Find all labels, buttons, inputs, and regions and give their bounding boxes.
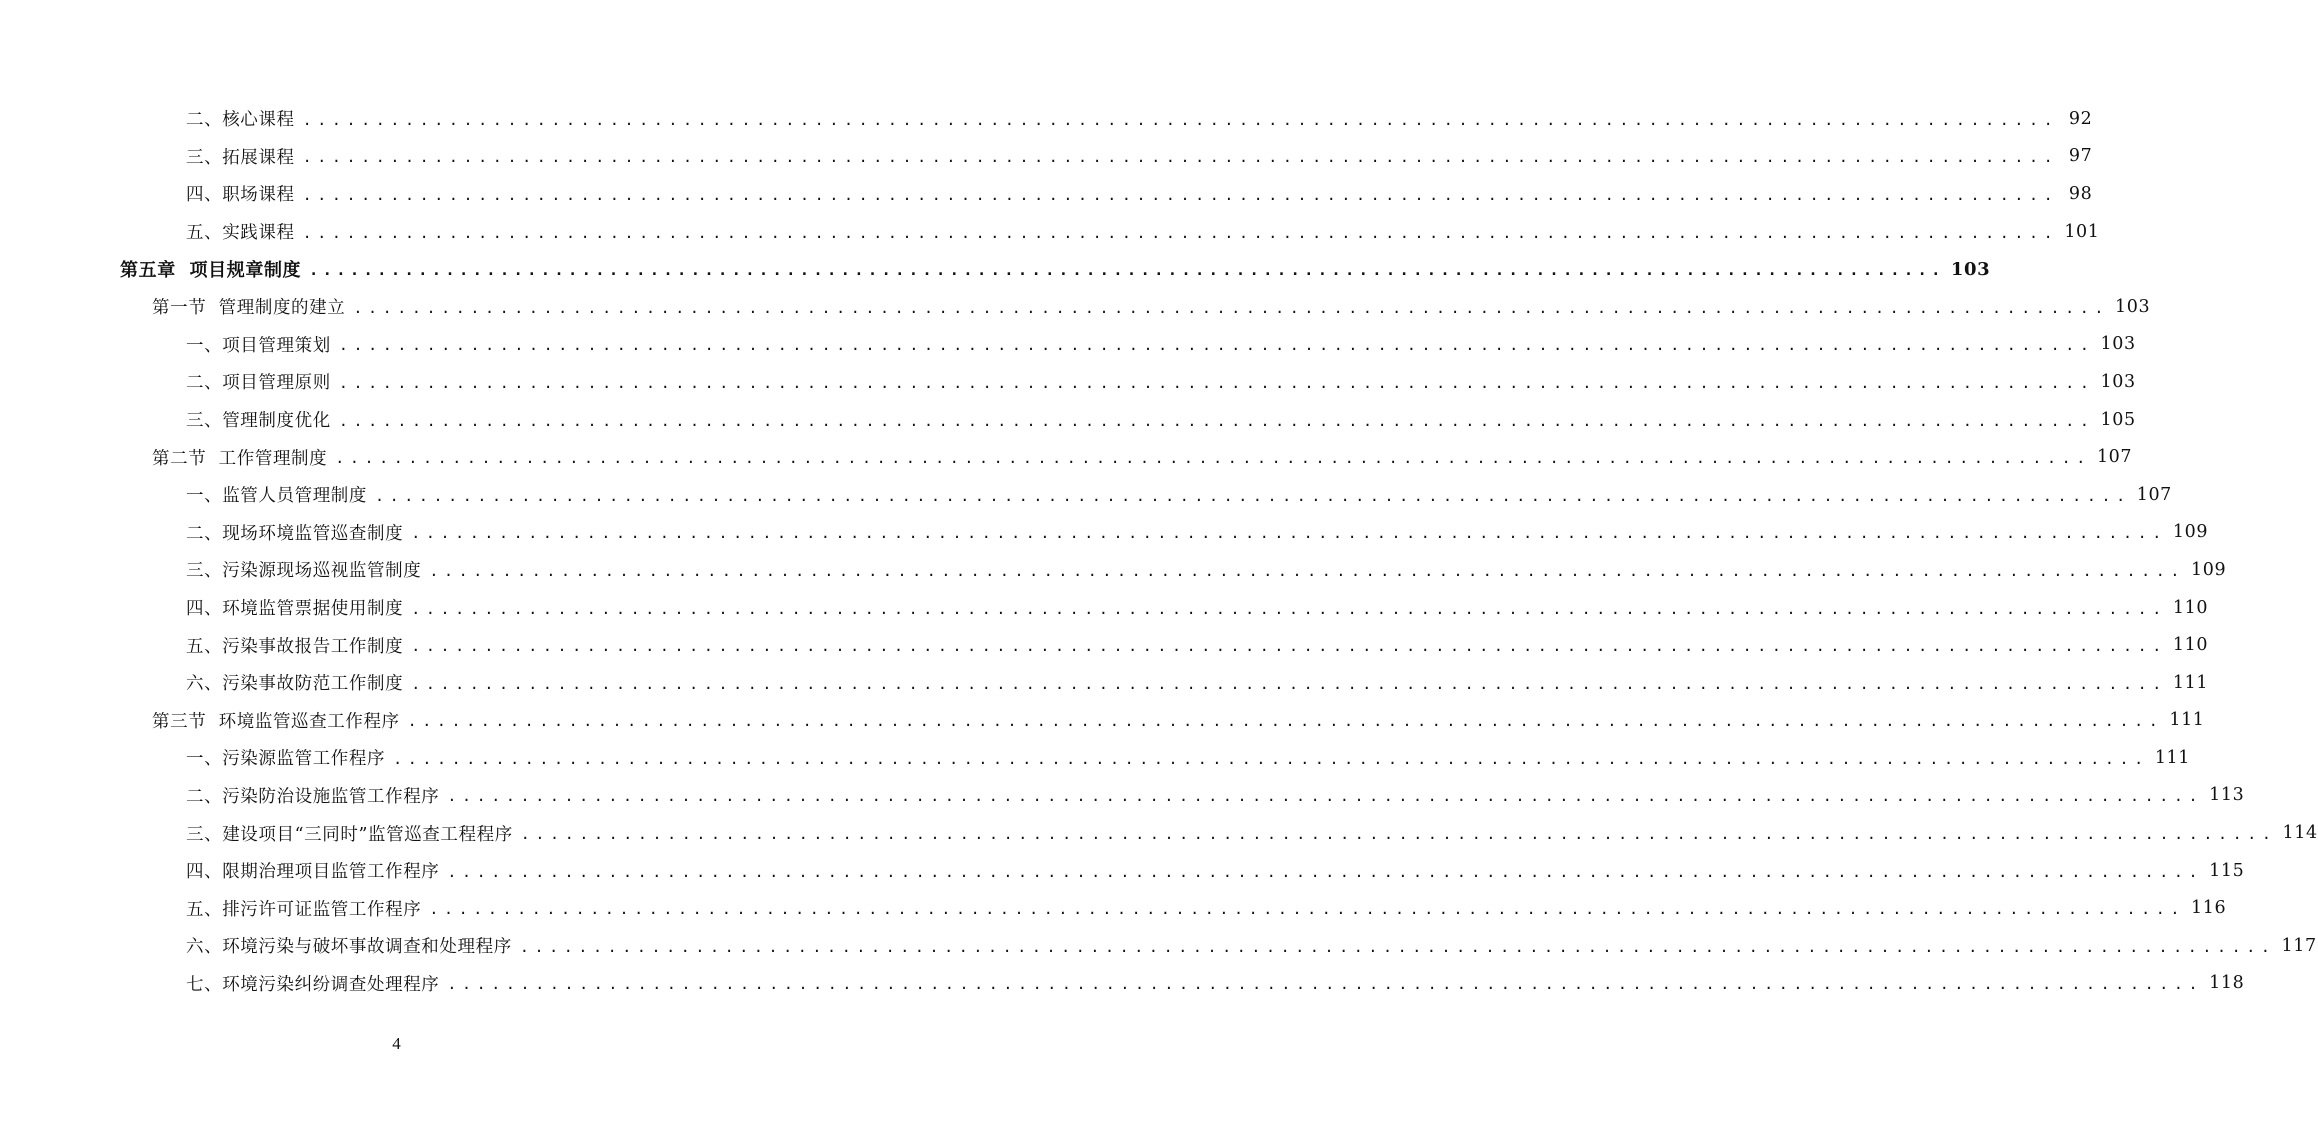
toc-entry-page: 98 <box>2068 183 2093 204</box>
toc-entry-line <box>186 739 2191 777</box>
toc-entry[interactable] <box>0 288 2151 326</box>
toc-entry[interactable] <box>0 664 2209 702</box>
toc-entry-line <box>186 965 2245 1003</box>
dot-leader: ........................................................................................................................ <box>302 185 2059 204</box>
toc-entry[interactable] <box>0 100 2093 138</box>
dot-leader: ........................................................................................................................ <box>411 524 2167 543</box>
toc-entry-title: 限期治理项目监管工作程序 <box>222 862 440 883</box>
toc-entry-title: 环境监管票据使用制度 <box>222 599 404 620</box>
toc-entry-number: 四、 <box>186 599 223 620</box>
dot-leader: ........................................................................................................................ <box>375 486 2131 505</box>
toc-entry-title: 环境监管巡查工作程序 <box>218 711 400 732</box>
dot-leader: ........................................................................................................................ <box>309 261 1945 280</box>
toc-entry-page: 103 <box>1950 258 1991 280</box>
toc-entry-line <box>186 326 2136 364</box>
toc-entry-title: 职场课程 <box>222 185 295 206</box>
dot-leader: ........................................................................................................................ <box>302 223 2059 242</box>
table-of-contents <box>0 100 2318 1002</box>
dot-leader: ........................................................................................................................ <box>302 110 2059 129</box>
toc-entry-number: 二、 <box>186 523 223 544</box>
toc-entry[interactable] <box>0 551 2227 589</box>
toc-entry-page: 92 <box>2068 108 2093 129</box>
toc-entry-number: 第三节 <box>152 711 219 732</box>
toc-entry-title: 监管人员管理制度 <box>222 486 368 507</box>
toc-entry-line <box>120 250 1991 288</box>
toc-entry-title: 污染事故防范工作制度 <box>222 674 404 695</box>
toc-entry[interactable] <box>0 626 2209 664</box>
toc-entry-title: 环境污染纠纷调查处理程序 <box>222 974 440 995</box>
dot-leader: ........................................................................................................................ <box>447 787 2204 806</box>
toc-entry-line <box>186 476 2172 514</box>
toc-entry-page: 116 <box>2191 898 2227 919</box>
toc-entry-number: 三、 <box>186 561 223 582</box>
toc-entry-line <box>186 626 2209 664</box>
toc-entry-title: 现场环境监管巡查制度 <box>222 523 404 544</box>
toc-entry-number: 第五章 <box>120 260 190 282</box>
toc-entry-title: 项目管理策划 <box>222 335 331 356</box>
toc-entry-title: 工作管理制度 <box>218 448 328 469</box>
toc-entry[interactable] <box>0 852 2245 890</box>
toc-entry[interactable] <box>0 965 2245 1003</box>
toc-entry[interactable] <box>0 814 2318 852</box>
dot-leader: ........................................................................................................................ <box>338 373 2095 392</box>
toc-entry-line <box>186 213 2100 251</box>
toc-entry-title: 核心课程 <box>222 110 295 131</box>
toc-entry-page: 110 <box>2172 635 2209 656</box>
toc-entry-line <box>186 889 2227 927</box>
toc-entry[interactable] <box>0 250 1991 288</box>
toc-entry-page: 109 <box>2172 522 2209 543</box>
dot-leader: ........................................................................................................................ <box>393 749 2149 768</box>
dot-leader: ........................................................................................................................ <box>520 825 2277 844</box>
dot-leader: ........................................................................................................................ <box>353 298 2110 317</box>
toc-entry-number: 四、 <box>186 862 223 883</box>
toc-entry-line <box>186 401 2136 439</box>
toc-entry[interactable] <box>0 363 2136 401</box>
toc-entry-title: 污染源监管工作程序 <box>222 749 386 770</box>
toc-entry-line <box>186 777 2245 815</box>
dot-leader: ........................................................................................................................ <box>447 975 2204 994</box>
dot-leader: ........................................................................................................................ <box>411 599 2167 618</box>
toc-entry-number: 一、 <box>186 486 223 507</box>
toc-entry-page: 113 <box>2209 785 2245 806</box>
toc-entry-title: 实践课程 <box>222 223 295 244</box>
toc-entry-page: 117 <box>2281 935 2317 956</box>
toc-entry[interactable] <box>0 589 2209 627</box>
toc-entry-line <box>152 438 2133 476</box>
dot-leader: ........................................................................................................................ <box>429 561 2186 580</box>
toc-entry[interactable] <box>0 401 2136 439</box>
toc-entry-page: 109 <box>2191 559 2227 580</box>
toc-entry[interactable] <box>0 175 2093 213</box>
toc-entry-number: 五、 <box>186 223 223 244</box>
toc-entry-line <box>186 138 2093 176</box>
toc-entry-line <box>186 852 2245 890</box>
toc-entry-line <box>186 664 2209 702</box>
toc-entry[interactable] <box>0 514 2209 552</box>
toc-entry-page: 107 <box>2136 484 2172 505</box>
dot-leader: ........................................................................................................................ <box>302 148 2059 167</box>
toc-entry-number: 七、 <box>186 974 223 995</box>
toc-entry-number: 第二节 <box>152 448 219 469</box>
toc-entry-number: 六、 <box>186 674 223 695</box>
toc-entry-line <box>186 100 2093 138</box>
toc-entry[interactable] <box>0 138 2093 176</box>
toc-entry-line <box>152 702 2205 740</box>
toc-entry-number: 一、 <box>186 749 223 770</box>
toc-entry[interactable] <box>0 927 2317 965</box>
toc-entry-number: 一、 <box>186 335 223 356</box>
dot-leader: ........................................................................................................................ <box>447 862 2204 881</box>
toc-entry[interactable] <box>0 702 2205 740</box>
toc-entry-number: 五、 <box>186 636 223 657</box>
toc-entry-page: 114 <box>2282 823 2318 844</box>
toc-entry-title: 排污许可证监管工作程序 <box>222 899 422 920</box>
toc-entry-page: 105 <box>2100 409 2136 430</box>
toc-entry-line <box>186 363 2136 401</box>
toc-entry-number: 二、 <box>186 786 223 807</box>
toc-entry-number: 五、 <box>186 899 223 920</box>
toc-entry-title: 管理制度优化 <box>222 411 331 432</box>
toc-entry[interactable] <box>0 476 2172 514</box>
toc-entry[interactable] <box>0 213 2100 251</box>
toc-entry-title: 污染事故报告工作制度 <box>222 636 404 657</box>
toc-entry-page: 103 <box>2115 296 2151 317</box>
toc-entry-line <box>186 589 2209 627</box>
dot-leader: ........................................................................................................................ <box>411 637 2167 656</box>
toc-entry-title: 项目规章制度 <box>189 260 302 282</box>
dot-leader: ........................................................................................................................ <box>407 712 2164 731</box>
toc-entry-number: 六、 <box>186 937 223 958</box>
toc-entry-line <box>186 514 2209 552</box>
toc-entry-number: 二、 <box>186 110 223 131</box>
dot-leader: ........................................................................................................................ <box>335 449 2091 468</box>
toc-entry-page: 111 <box>2154 747 2191 768</box>
toc-entry-title: 污染源现场巡视监管制度 <box>222 561 422 582</box>
toc-entry-line <box>186 551 2227 589</box>
toc-entry-page: 103 <box>2100 334 2136 355</box>
dot-leader: ........................................................................................................................ <box>429 900 2186 919</box>
toc-entry-line <box>152 288 2151 326</box>
toc-entry-title: 管理制度的建立 <box>218 298 346 319</box>
toc-entry-page: 111 <box>2169 710 2205 731</box>
toc-entry-page: 111 <box>2172 672 2209 693</box>
toc-entry-page: 118 <box>2209 973 2245 994</box>
toc-entry-title: 污染防治设施监管工作程序 <box>222 786 440 807</box>
toc-entry[interactable] <box>0 326 2136 364</box>
dot-leader: ........................................................................................................................ <box>519 937 2276 956</box>
toc-entry[interactable] <box>0 438 2133 476</box>
toc-entry-line <box>186 175 2093 213</box>
toc-entry-page: 107 <box>2096 447 2133 468</box>
toc-entry-page: 115 <box>2209 860 2245 881</box>
dot-leader: ........................................................................................................................ <box>411 674 2167 693</box>
toc-entry-number: 第一节 <box>152 298 219 319</box>
toc-entry-title: 环境污染与破坏事故调查和处理程序 <box>222 937 512 958</box>
toc-entry[interactable] <box>0 777 2245 815</box>
dot-leader: ........................................................................................................................ <box>338 336 2095 355</box>
toc-entry-line <box>186 927 2317 965</box>
toc-entry[interactable] <box>0 889 2227 927</box>
toc-entry-page: 110 <box>2172 597 2209 618</box>
dot-leader: ........................................................................................................................ <box>338 411 2095 430</box>
toc-entry-number: 三、 <box>186 824 223 845</box>
toc-entry-line <box>186 814 2318 852</box>
toc-entry-page: 97 <box>2068 146 2093 167</box>
toc-entry-number: 三、 <box>186 411 223 432</box>
toc-entry-number: 二、 <box>186 373 223 394</box>
toc-entry-page: 101 <box>2064 221 2100 242</box>
toc-entry-title: 项目管理原则 <box>222 373 331 394</box>
toc-entry-number: 四、 <box>186 185 223 206</box>
toc-entry-title: 拓展课程 <box>222 147 295 168</box>
toc-entry-title: 建设项目“三同时”监管巡查工程程序 <box>222 824 513 845</box>
toc-entry-number: 三、 <box>186 147 223 168</box>
toc-entry[interactable] <box>0 739 2191 777</box>
toc-entry-page: 103 <box>2100 371 2136 392</box>
page-number: 4 <box>392 1034 401 1053</box>
